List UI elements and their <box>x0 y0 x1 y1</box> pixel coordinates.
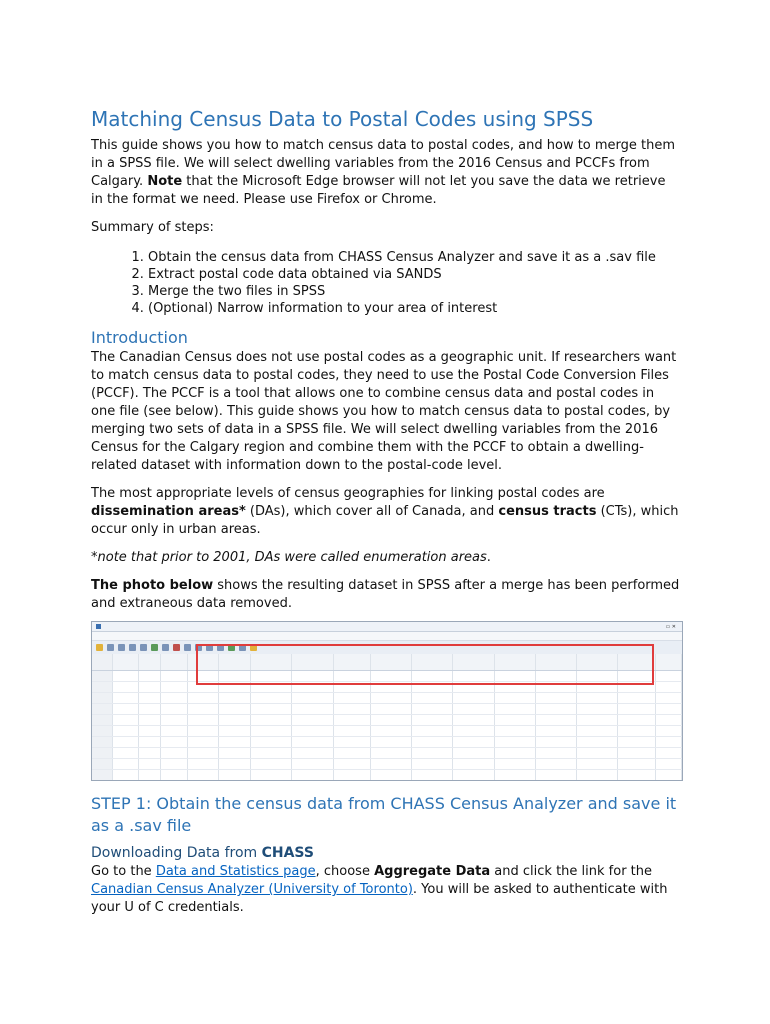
census-tracts-term: census tracts <box>498 504 597 519</box>
grid-cell <box>292 693 333 703</box>
grid-cell <box>334 693 371 703</box>
text-span: Go to the <box>91 864 156 879</box>
grid-cell <box>92 693 113 703</box>
grid-cell <box>495 726 536 736</box>
grid-cell <box>161 737 187 747</box>
grid-cell <box>334 759 371 769</box>
step1-heading: STEP 1: Obtain the census data from CHASS Census Analyzer and save it as a .sav file <box>91 794 677 835</box>
grid-cell <box>453 693 494 703</box>
grid-cell <box>139 759 162 769</box>
grid-cell <box>219 726 251 736</box>
grid-cell <box>453 770 494 780</box>
grid-cell <box>453 704 494 714</box>
grid-cell <box>618 748 655 758</box>
grid-cell <box>161 715 187 725</box>
grid-cell <box>453 715 494 725</box>
grid-cell <box>577 715 618 725</box>
grid-cell <box>113 726 139 736</box>
grid-cell <box>371 726 412 736</box>
text-span: and click the link for the <box>490 864 653 879</box>
grid-cell <box>292 759 333 769</box>
table-row <box>92 770 682 781</box>
grid-cell <box>251 748 292 758</box>
text-span: Downloading Data from <box>91 845 262 861</box>
grid-cell <box>292 737 333 747</box>
grid-cell <box>536 715 577 725</box>
grid-header-cell <box>161 654 187 670</box>
grid-cell <box>292 704 333 714</box>
table-row <box>92 726 682 737</box>
print-icon <box>118 644 125 651</box>
insert-cases-icon <box>184 644 191 651</box>
grid-cell <box>113 682 139 692</box>
grid-header-cell <box>656 654 682 670</box>
grid-cell <box>92 671 113 681</box>
grid-cell <box>536 737 577 747</box>
intro-paragraph <box>91 137 681 209</box>
grid-cell <box>219 704 251 714</box>
highlight-box <box>196 644 654 685</box>
grid-cell <box>334 715 371 725</box>
table-row <box>92 704 682 715</box>
spss-screenshot <box>91 621 683 781</box>
grid-cell <box>139 671 162 681</box>
grid-cell <box>412 759 453 769</box>
screenshot-titlebar <box>92 622 682 632</box>
grid-cell <box>92 715 113 725</box>
note-label: Note <box>147 174 183 189</box>
grid-cell <box>219 715 251 725</box>
open-folder-icon <box>96 644 103 651</box>
grid-cell <box>412 770 453 780</box>
grid-cell <box>618 693 655 703</box>
introduction-heading: Introduction <box>91 328 188 347</box>
grid-cell <box>292 748 333 758</box>
grid-cell <box>219 770 251 780</box>
grid-cell <box>92 737 113 747</box>
grid-cell <box>139 737 162 747</box>
grid-cell <box>92 748 113 758</box>
grid-cell <box>536 748 577 758</box>
spss-app-icon <box>96 624 101 629</box>
text-span: (DAs), which cover all of Canada, and <box>245 504 499 519</box>
grid-cell <box>495 759 536 769</box>
grid-cell <box>219 737 251 747</box>
grid-cell <box>188 737 220 747</box>
grid-header-cell <box>113 654 139 670</box>
grid-cell <box>92 770 113 780</box>
grid-header-cell <box>92 654 113 670</box>
introduction-paragraph-2 <box>91 485 681 539</box>
grid-cell <box>495 704 536 714</box>
steps-list <box>91 249 681 317</box>
list-item: 2. Extract postal code data obtained via SANDS <box>148 266 681 283</box>
grid-cell <box>92 759 113 769</box>
grid-cell <box>113 759 139 769</box>
table-row <box>92 737 682 748</box>
grid-cell <box>656 704 682 714</box>
grid-cell <box>161 671 187 681</box>
grid-cell <box>161 693 187 703</box>
grid-cell <box>656 737 682 747</box>
grid-cell <box>188 748 220 758</box>
save-icon <box>107 644 114 651</box>
grid-cell <box>113 715 139 725</box>
grid-cell <box>371 748 412 758</box>
grid-cell <box>113 737 139 747</box>
grid-cell <box>618 770 655 780</box>
grid-cell <box>656 748 682 758</box>
table-row <box>92 693 682 704</box>
footnote-paragraph <box>91 549 681 567</box>
grid-cell <box>656 682 682 692</box>
undo-icon <box>129 644 136 651</box>
text-span: shows the resulting dataset in SPSS after a merge has been performed and extraneous data removed. <box>91 578 680 611</box>
grid-cell <box>251 704 292 714</box>
grid-cell <box>577 770 618 780</box>
grid-cell <box>371 737 412 747</box>
grid-cell <box>577 726 618 736</box>
grid-cell <box>371 704 412 714</box>
grid-cell <box>161 748 187 758</box>
grid-cell <box>577 748 618 758</box>
census-analyzer-link[interactable]: Canadian Census Analyzer (University of Toronto) <box>91 882 413 897</box>
grid-cell <box>412 726 453 736</box>
grid-cell <box>139 748 162 758</box>
document-page <box>91 104 681 917</box>
grid-cell <box>495 715 536 725</box>
grid-cell <box>92 726 113 736</box>
grid-cell <box>412 693 453 703</box>
grid-cell <box>161 770 187 780</box>
data-and-statistics-link[interactable]: Data and Statistics page <box>155 864 316 879</box>
grid-cell <box>219 693 251 703</box>
downloading-data-heading <box>91 843 681 863</box>
grid-cell <box>371 770 412 780</box>
grid-cell <box>292 726 333 736</box>
grid-cell <box>188 770 220 780</box>
table-row <box>92 748 682 759</box>
grid-cell <box>536 759 577 769</box>
grid-cell <box>536 726 577 736</box>
grid-cell <box>161 682 187 692</box>
grid-cell <box>618 737 655 747</box>
grid-cell <box>161 704 187 714</box>
grid-cell <box>412 748 453 758</box>
grid-cell <box>453 737 494 747</box>
page-title: Matching Census Data to Postal Codes using SPSS <box>91 107 594 131</box>
grid-cell <box>656 726 682 736</box>
grid-cell <box>139 693 162 703</box>
grid-cell <box>139 715 162 725</box>
text-span: . <box>486 550 491 565</box>
photo-below-label: The photo below <box>91 578 214 593</box>
grid-cell <box>188 726 220 736</box>
grid-cell <box>453 759 494 769</box>
grid-cell <box>577 737 618 747</box>
grid-cell <box>656 715 682 725</box>
grid-cell <box>656 770 682 780</box>
grid-cell <box>495 748 536 758</box>
grid-cell <box>656 759 682 769</box>
grid-header-cell <box>139 654 162 670</box>
list-item: 4. (Optional) Narrow information to your area of interest <box>148 300 681 317</box>
grid-cell <box>618 704 655 714</box>
list-item: 3. Merge the two files in SPSS <box>148 283 681 300</box>
redo-icon <box>140 644 147 651</box>
intro-text-1: This guide shows you how to match census data to postal codes, and how to merge them in a SPSS file. We will select dwelling variables from the 2016 Census and PCCFs from Calgary. <box>91 138 676 189</box>
grid-cell <box>577 693 618 703</box>
grid-cell <box>618 759 655 769</box>
goto-case-icon <box>151 644 158 651</box>
grid-cell <box>251 693 292 703</box>
grid-cell <box>113 693 139 703</box>
grid-cell <box>251 737 292 747</box>
footnote-text: *note that prior to 2001, DAs were called enumeration areas <box>91 550 487 565</box>
grid-cell <box>188 693 220 703</box>
grid-cell <box>219 748 251 758</box>
grid-cell <box>536 693 577 703</box>
text-span: The most appropriate levels of census geographies for linking postal codes are <box>91 486 605 501</box>
grid-cell <box>371 693 412 703</box>
dissemination-areas-term: dissemination areas* <box>91 504 246 519</box>
grid-cell <box>536 704 577 714</box>
grid-cell <box>495 770 536 780</box>
text-span: , choose <box>315 864 375 879</box>
find-icon <box>173 644 180 651</box>
grid-cell <box>139 704 162 714</box>
grid-cell <box>412 737 453 747</box>
grid-cell <box>219 759 251 769</box>
grid-cell <box>334 704 371 714</box>
screenshot-menubar <box>92 632 682 641</box>
grid-cell <box>161 726 187 736</box>
introduction-paragraph-1: The Canadian Census does not use postal codes as a geographic unit. If researchers want to match census data to postal codes, they need to use the Postal Code Conversion Files (PCCF). The PCCF is a tool that allows one to combine census data and postal codes in one file (see below). This guide shows you how to match census data to postal codes, by merging two sets of data in a SPSS file. We will select dwelling variables from the 2016 Census for the Calgary region and combine them with the PCCF to obtain a dwelling-related dataset with information down to the postal-code level. <box>91 350 677 473</box>
grid-cell <box>161 759 187 769</box>
summary-label: Summary of steps: <box>91 220 214 235</box>
grid-cell <box>188 759 220 769</box>
grid-cell <box>371 715 412 725</box>
grid-cell <box>188 704 220 714</box>
grid-cell <box>453 748 494 758</box>
grid-cell <box>618 726 655 736</box>
step1-paragraph <box>91 863 681 917</box>
variables-icon <box>162 644 169 651</box>
grid-cell <box>453 726 494 736</box>
list-item: 1. Obtain the census data from CHASS Census Analyzer and save it as a .sav file <box>148 249 681 266</box>
grid-cell <box>92 704 113 714</box>
table-row <box>92 759 682 770</box>
grid-cell <box>334 737 371 747</box>
grid-cell <box>139 770 162 780</box>
grid-cell <box>251 726 292 736</box>
aggregate-data-label: Aggregate Data <box>374 864 491 879</box>
grid-cell <box>113 704 139 714</box>
grid-cell <box>334 726 371 736</box>
grid-cell <box>92 682 113 692</box>
chass-label: CHASS <box>261 845 314 861</box>
grid-cell <box>618 715 655 725</box>
grid-cell <box>334 770 371 780</box>
grid-cell <box>412 704 453 714</box>
grid-cell <box>577 759 618 769</box>
grid-cell <box>371 759 412 769</box>
grid-cell <box>656 693 682 703</box>
grid-cell <box>412 715 453 725</box>
grid-cell <box>113 770 139 780</box>
grid-cell <box>139 682 162 692</box>
window-controls-icon: ▭ ✕ <box>665 623 676 630</box>
text-span: (CTs), which occur only in urban areas. <box>91 504 679 537</box>
text-span: . You will be asked to authenticate with your U of C credentials. <box>91 882 668 915</box>
grid-cell <box>188 715 220 725</box>
grid-cell <box>251 770 292 780</box>
intro-text-2: that the Microsoft Edge browser will not let you save the data we retrieve in the format we need. Please use Firefox or Chrome. <box>91 174 666 207</box>
grid-cell <box>536 770 577 780</box>
grid-cell <box>334 748 371 758</box>
grid-cell <box>251 759 292 769</box>
grid-cell <box>292 770 333 780</box>
grid-cell <box>495 737 536 747</box>
table-row <box>92 715 682 726</box>
grid-cell <box>113 748 139 758</box>
grid-cell <box>113 671 139 681</box>
grid-cell <box>251 715 292 725</box>
grid-cell <box>577 704 618 714</box>
grid-cell <box>139 726 162 736</box>
grid-cell <box>292 715 333 725</box>
grid-cell <box>656 671 682 681</box>
introduction-paragraph-4 <box>91 577 681 613</box>
grid-cell <box>495 693 536 703</box>
